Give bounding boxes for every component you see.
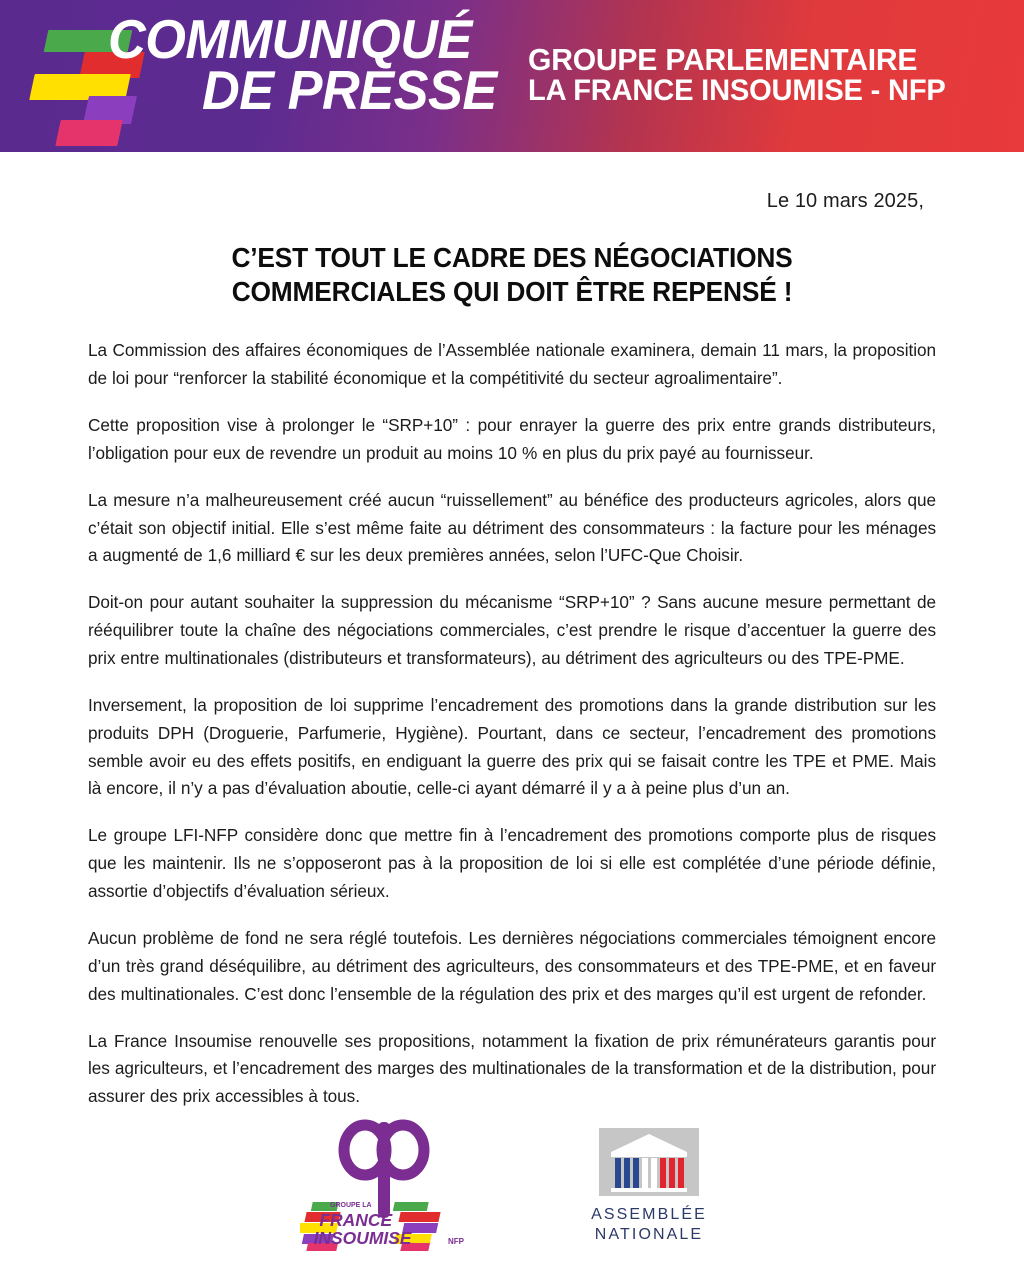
header-title-line-2: DE PRESSE [202,59,497,122]
la-france-insoumise-logo [300,1116,468,1252]
header-group-line-1: GROUPE PARLEMENTAIRE [528,42,918,77]
page-title-line-1: C’EST TOUT LE CADRE DES NÉGOCIATIONS [231,242,793,273]
paragraph: Le groupe LFI-NFP considère donc que mettre fin à l’encadrement des promotions comporte plus de risques que les maintenir. Ils ne s’opposeront pas à la proposition de loi si elle est complétée d’une période définie, assortie d’objectifs d’évaluation sérieux. [88,825,936,902]
lfi-kicker: GROUPE LA [330,1202,372,1209]
document-date: Le 10 mars 2025, [766,190,924,212]
page-title-line-2: COMMERCIALES QUI DOIT ÊTRE REPENSÉ ! [231,276,793,308]
lfi-suffix-nfp: NFP [448,1237,464,1246]
lfi-word-insoumise: INSOUMISE [313,1227,412,1249]
page-title [113,241,910,309]
footer-logos [0,1116,1024,1252]
document-content [0,190,1024,1111]
lfi-wordmark [300,1196,468,1252]
assembly-building-icon [593,1128,705,1196]
assemblee-label-line-1: ASSEMBLÉE [591,1206,707,1223]
header-group-line-2: LA FRANCE INSOUMISE - NFP [528,73,946,107]
header-group-name [528,44,959,106]
paragraph: Inversement, la proposition de loi supprime l’encadrement des promotions dans la grande distribution sur les produits DPH (Droguerie, Parfumerie, Hygiène). Pourtant, dans ce secteur, l’encadrement des promotions semble avoir eu des effets positifs, en endiguant la guerre des prix qui se faisait contre les TPE et PME. Mais là encore, il n’y a pas d’évaluation aboutie, celle-ci ayant démarré il y a à peine plus d’un an. [88,694,936,799]
header-title-line-1: COMMUNIQUÉ [108,8,472,70]
assemblee-nationale-label [591,1205,707,1244]
header-title [108,8,512,122]
assemblee-nationale-logo [574,1128,724,1252]
page-header [0,0,1024,152]
paragraph: La France Insoumise renouvelle ses propositions, notamment la fixation de prix rémunérateurs garantis pour les agriculteurs, et l’encadrement des marges des multinationales de la transformation et de la distribution, pour assurer des prix accessibles à tous. [88,1030,936,1107]
paragraph: La Commission des affaires économiques de l’Assemblée nationale examinera, demain 11 mars, la proposition de loi pour “renforcer la stabilité économique et la compétitivité du secteur agroalimentaire”. [88,340,936,389]
color-bar-pink [55,120,123,146]
body-copy [88,337,936,1111]
assemblee-label-line-2: NATIONALE [594,1225,704,1243]
paragraph: Aucun problème de fond ne sera réglé toutefois. Les dernières négociations commerciales témoignent encore d’un très grand déséquilibre, au détriment des agriculteurs, des consommateurs et des TPE-PME, et en faveur des multinationales. C’est donc l’ensemble de la régulation des prix et des marges qu’il est urgent de refonder. [88,927,936,1004]
paragraph: La mesure n’a malheureusement créé aucun “ruissellement” au bénéfice des producteurs agricoles, alors que c’était son objectif initial. Elle s’est même faite au détriment des consommateurs : la facture pour les ménages a augmenté de 1,6 milliard € sur les deux premières années, selon l’UFC-Que Choisir. [88,489,936,566]
paragraph: Doit-on pour autant souhaiter la suppression du mécanisme “SRP+10” ? Sans aucune mesure permettant de rééquilibrer toute la chaîne des négociations commerciales, c’est prendre le risque d’accentuer la guerre des prix entre multinationales (distributeurs et transformateurs), au détriment des agriculteurs ou des TPE-PME. [88,592,936,669]
lfi-word-france: FRANCE [319,1209,393,1231]
paragraph: Cette proposition vise à prolonger le “SRP+10” : pour enrayer la guerre des prix entre grands distributeurs, l’obligation pour eux de revendre un produit au moins 10 % en plus du prix payé au fournisseur. [88,415,936,463]
